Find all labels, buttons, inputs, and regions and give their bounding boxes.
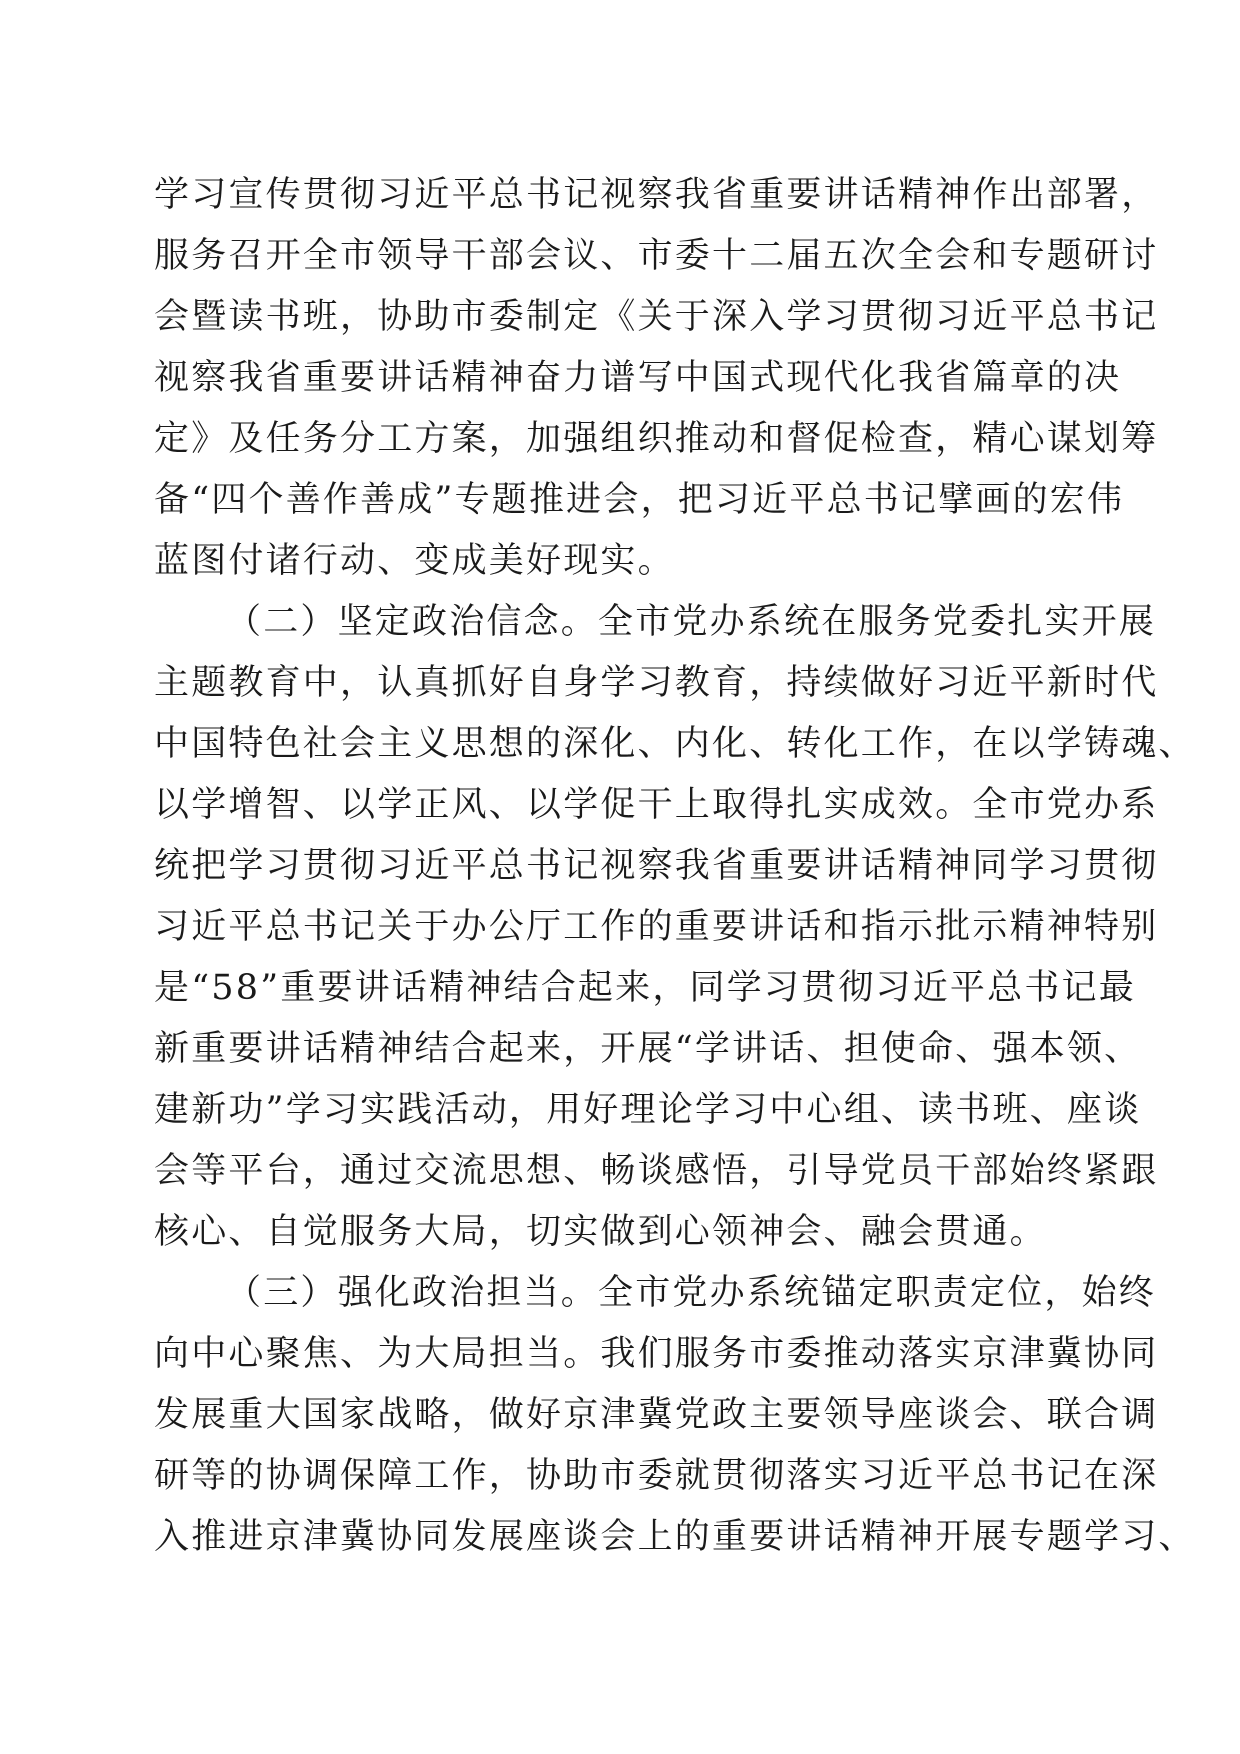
text-line: 统把学习贯彻习近平总书记视察我省重要讲话精神同学习贯彻 bbox=[154, 846, 1159, 886]
text-line: 入推进京津冀协同发展座谈会上的重要讲话精神开展专题学习、 bbox=[154, 1517, 1196, 1557]
text-line: 习近平总书记关于办公厅工作的重要讲话和指示批示精神特别 bbox=[154, 907, 1159, 947]
text-line: 备“四个善作善成”专题推进会，把习近平总书记擘画的宏伟 bbox=[154, 480, 1125, 520]
paragraph-heading-line: （三）强化政治担当。全市党办系统锚定职责定位，始终 bbox=[226, 1273, 1157, 1313]
text-line: 核心、自觉服务大局，切实做到心领神会、融会贯通。 bbox=[154, 1212, 1047, 1252]
body-text bbox=[154, 165, 1196, 1568]
text-line: 研等的协调保障工作，协助市委就贯彻落实习近平总书记在深 bbox=[154, 1456, 1159, 1496]
text-line: 建新功”学习实践活动，用好理论学习中心组、读书班、座谈 bbox=[154, 1090, 1142, 1130]
text-line: 发展重大国家战略，做好京津冀党政主要领导座谈会、联合调 bbox=[154, 1395, 1159, 1435]
text-line: 服务召开全市领导干部会议、市委十二届五次全会和专题研讨 bbox=[154, 236, 1159, 276]
text-line: 会暨读书班，协助市委制定《关于深入学习贯彻习近平总书记 bbox=[154, 297, 1159, 337]
text-line: 中国特色社会主义思想的深化、内化、转化工作，在以学铸魂、 bbox=[154, 724, 1196, 764]
text-line: 新重要讲话精神结合起来，开展“学讲话、担使命、强本领、 bbox=[154, 1029, 1142, 1069]
text-line: 学习宣传贯彻习近平总书记视察我省重要讲话精神作出部署， bbox=[154, 175, 1159, 215]
text-line: 向中心聚焦、为大局担当。我们服务市委推动落实京津冀协同 bbox=[154, 1334, 1159, 1374]
text-line: 蓝图付诸行动、变成美好现实。 bbox=[154, 541, 675, 581]
text-line: 会等平台，通过交流思想、畅谈感悟，引导党员干部始终紧跟 bbox=[154, 1151, 1159, 1191]
paragraph-heading-line: （二）坚定政治信念。全市党办系统在服务党委扎实开展 bbox=[226, 602, 1157, 642]
text-line: 定》及任务分工方案，加强组织推动和督促检查，精心谋划筹 bbox=[154, 419, 1159, 459]
paragraph-1 bbox=[154, 165, 1159, 592]
paragraph-2 bbox=[154, 592, 1196, 1263]
text-line: 视察我省重要讲话精神奋力谱写中国式现代化我省篇章的决 bbox=[154, 358, 1122, 398]
paragraph-3 bbox=[154, 1263, 1196, 1568]
text-line: 以学增智、以学正风、以学促干上取得扎实成效。全市党办系 bbox=[154, 785, 1159, 825]
text-line: 主题教育中，认真抓好自身学习教育，持续做好习近平新时代 bbox=[154, 663, 1159, 703]
text-line: 是“58”重要讲话精神结合起来，同学习贯彻习近平总书记最 bbox=[154, 968, 1136, 1008]
